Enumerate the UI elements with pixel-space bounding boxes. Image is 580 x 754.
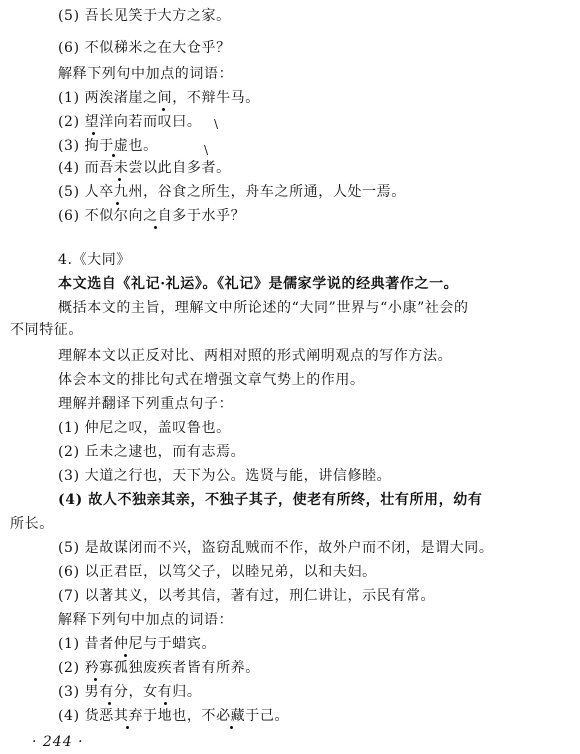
text-line: 本文选自《礼记·礼运》。《礼记》是儒家学说的经典著作之一。 <box>58 276 459 292</box>
text-line: (6) 以正君臣，以笃父子，以睦兄弟，以和夫妇。 <box>58 564 377 580</box>
text-line: (4) 货恶其弃于地也，不必藏于己。 <box>58 708 290 724</box>
emphasis-dot <box>164 702 167 705</box>
emphasis-dot <box>108 702 111 705</box>
page-number: · 244 · <box>32 734 84 750</box>
text-line: (3) 拘于虚也。 <box>58 138 158 154</box>
text-line: 解释下列句中加点的词语： <box>58 66 234 82</box>
tick-mark: \ <box>214 117 219 131</box>
text-line: 理解本文以正反对比、两相对照的形式阐明观点的写作方法。 <box>58 348 453 364</box>
text-line: (2) 矜寡孤独废疾者皆有所养。 <box>58 660 260 676</box>
text-line: 所长。 <box>10 516 54 532</box>
text-line: 解释下列句中加点的词语： <box>58 612 234 628</box>
emphasis-dot <box>116 202 119 205</box>
emphasis-dot <box>230 726 233 729</box>
emphasis-dot <box>94 678 97 681</box>
text-line: (1) 仲尼之叹，盖叹鲁也。 <box>58 420 231 436</box>
text-line: (6) 不似尔向之自多于水乎？ <box>58 208 246 224</box>
text-line: 理解并翻译下列重点句子： <box>58 396 234 412</box>
tick-mark: \ <box>204 143 209 157</box>
text-line: 体会本文的排比句式在增强文章气势上的作用。 <box>58 372 365 388</box>
text-line: 不同特征。 <box>10 322 83 338</box>
emphasis-dot <box>112 154 115 157</box>
text-line: (7) 以著其义，以考其信，著有过，刑仁讲让，示民有常。 <box>58 588 436 604</box>
text-line: (1) 昔者仲尼与于蜡宾。 <box>58 636 217 652</box>
text-line: (3) 男有分，女有归。 <box>58 684 202 700</box>
text-line: (4) 而吾未尝以此自多者。 <box>58 160 231 176</box>
text-line: (5) 吾长见笑于大方之家。 <box>58 8 231 24</box>
text-line: (3) 大道之行也，天下为公。选贤与能，讲信修睦。 <box>58 468 392 484</box>
emphasis-dot <box>92 132 95 135</box>
text-line: (6) 不似稊米之在大仓乎？ <box>58 40 231 56</box>
emphasis-dot <box>162 108 165 111</box>
text-line: (2) 丘未之逮也，而有志焉。 <box>58 444 246 460</box>
text-line: (1) 两涘渚崖之间，不辩牛马。 <box>58 90 260 106</box>
text-line: (4) 故人不独亲其亲，不独子其子，使老有所终，壮有所用，幼有 <box>58 492 483 508</box>
emphasis-dot <box>154 226 157 229</box>
text-line: 概括本文的主旨，理解文中所论述的“大同”世界与“小康”社会的 <box>58 300 469 316</box>
text-line: (5) 是故谋闭而不兴，盗窃乱贼而不作，故外户而不闭，是谓大同。 <box>58 540 494 556</box>
emphasis-dot <box>118 178 121 181</box>
text-line: (5) 人卒九州，谷食之所生，舟车之所通，人处一焉。 <box>58 184 406 200</box>
emphasis-dot <box>124 654 127 657</box>
section-heading: 4.《大同》 <box>58 252 131 268</box>
text-line: (2) 望洋向若而叹曰。 <box>58 114 202 130</box>
emphasis-dot <box>126 726 129 729</box>
